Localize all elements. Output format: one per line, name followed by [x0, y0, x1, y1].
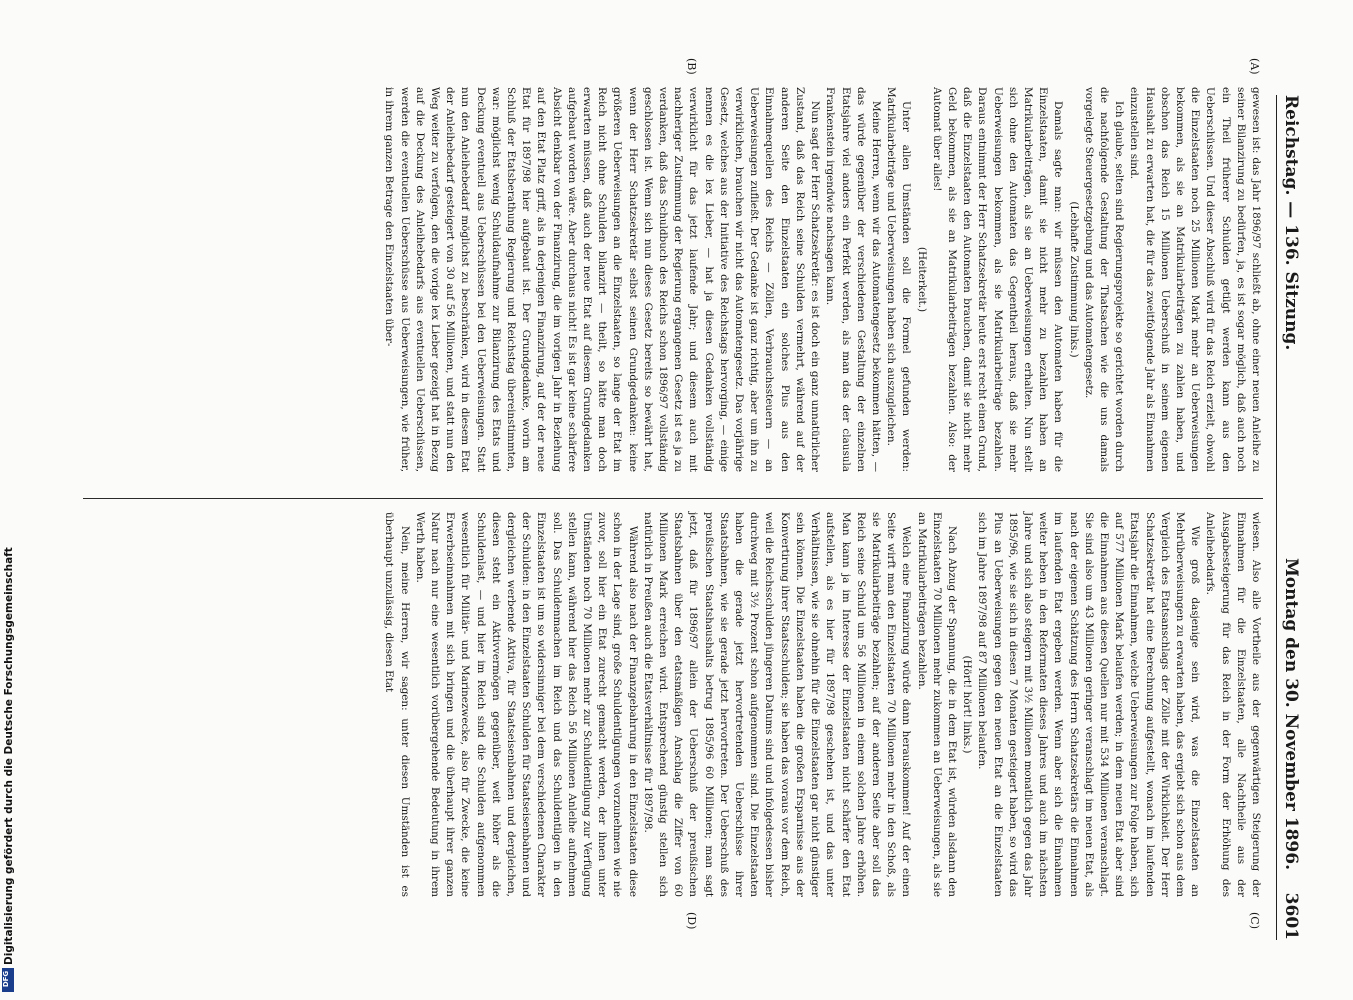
paragraph: (Hört! hört! links.) — [961, 655, 974, 754]
header-right-title: Montag den 30. November 1896. — [1281, 557, 1301, 870]
paragraph: Nun sagt der Herr Schatzsekretär: es ist doch ein ganz unnatürlicher Zustand, daß das Reich seine Schulden vermehrt, während auf der anderen Seite den Einzelstaaten ein solches Plus aus den Einnahmequellen des Reichs — Zöllen, Verbrauchssteuern — an Ueberweisungen zufließt. Der Gedanke ist ganz richtig, aber um ihn zu verwirklichen, brauchen wir nicht das Automatengesetz. Das vorjährige Gesetz, welches aus der Initiative des Reichstags hervorging, — einige nennen es die lex Lieber, — hat ja diesen Gedanken vollständig verwirklicht für das jetzt laufende Jahr; und diesem auch mit nachheriger Zustimmung der Regierung ergangenen Gesetz ist es ja zu verdanken, daß das Schuldbuch des Reichs schon 1896/97 vollständig geschlossen ist. Wenn sich nun dieses Gesetz bereits so bewährt hat, wenn der Herr Schatzsekretär selbst seinen Grundgedanken: keine größeren Ueberweisungen an die Einzelstaaten, so lange der Etat im Reich nicht ohne Schulden bilanzirt — theilt, so hätte man doch erwarten müssen, daß auch der neue Etat auf diesem Grundgedanken aufgebaut worden wäre. Aber durchaus nicht! Es ist gar keine schärfere Absicht denkbar von der Finanzirung, die im vorigen Jahr in Beziehung auf den Etat Platz griff, als in derjenigen Finanzirung, auf der der neue Etat für 1897/98 hier aufgebaut ist. Der Grundgedanke, worin am Schluß der Etatsberathung Regierung und Reichstag übereinstimmten, war: möglichst wenig Schuldaufnahme zur Bilanzirung des Etats und Deckung eventuell aus Ueberschüssen bei den Ueberweisungen. Statt nun den Anleihebedarf möglichst zu beschränken, wird in diesem Etat der Anleihebedarf gesteigert von 30 auf 56 Millionen, und statt nun den Weg weiter zu verfolgen, den die vorige lex Lieber gezeigt hat in Bezug auf die Deckung des Anleihebedarfs aus eventuellen Ueberschüssen, werden die eventuellen Ueberschüsse aus Ueberweisungen, wie früher, in ihrem ganzen Betrage den Einzelstaaten über- — [383, 87, 822, 472]
paragraph: Nach Abzug der Spannung, die in dem Etat ist, würden alsdann den Einzelstaaten 70 Millionen mehr zukommen an Ueberweisungen, als sie an Matrikularbeiträgen bezahlen. — [915, 512, 958, 897]
paragraph: wiesen. Also alle Vortheile aus der gegenwärtigen Steigerung der Einnahmen für die Einzelstaaten, alle Nachtheile aus der Ausgabesteigerung für das Reich in der Form der Erhöhung des Anleihebedarfs. — [1204, 512, 1262, 897]
paragraph: Nein, meine Herren, wir sagen: unter diesen Umständen ist es überhaupt unzulässig, diesen Etat — [383, 512, 411, 897]
dfg-logo — [2, 968, 14, 992]
margin-mark-b: (B) — [685, 58, 698, 75]
margin-mark-d: (D) — [685, 912, 698, 930]
paragraph: Wie groß dasjenige sein wird, was die Einzelstaaten an Mehrüberweisungen zu erwarten haben, das ergiebt sich schon aus dem Vergleich des Etatsanschlags der Zölle mit der Wirklichkeit. Der Herr Schatzsekretär hat eine Berechnung aufgestellt, wonach im laufenden Etatsjahr die Einnahmen, welche Ueberweisungen zur Folge haben, sich auf 577 Millionen Mark belaufen werden; in dem neuen Etat aber sind die Einnahmen aus diesen Quellen nur mit 534 Millionen veranschlagt. Sie sind also um 43 Millionen geringer veranschlagt im neuen Etat, als nach der eigenen Schätzung des Herrn Schatzsekretärs die Einnahmen im laufenden Etat ergeben werden. Wenn aber sich die Einnahmen weiter heben in den Reformaten dieses Jahres und auch im nächsten Jahre und sich also steigern mit 3½ Millionen monatlich gegen das Jahr 1895/96, wie sie sich in diesen 7 Monaten gesteigert haben, so wird das Plus an Ueberweisungen gegen den neuen Etat an die Einzelstaaten sich im Jahre 1897/98 auf 87 Millionen belaufen. — [976, 512, 1202, 897]
right-column — [381, 512, 1263, 897]
paragraph: Unter allen Umständen soll die Formel gefunden werden: Matrikularbeiträge und Ueberweisungen haben sich auszugleichen. — [885, 87, 913, 472]
paragraph: (Heiterkeit.) — [915, 246, 928, 313]
paragraph: Welch eine Finanzirung würde dann herauskommen! Auf der einen Seite wirft man den Einzelstaaten 70 Millionen mehr in den Schoß, als sie Matrikularbeiträge bezahlen; auf der anderen Seite aber soll das Reich seine Schuld um 56 Millionen in einem solchen Jahre erhöhen. Man kann ja im Interesse der Einzelstaaten nicht schärfer den Etat aufstellen, als es hier für 1897/98 geschehen ist, und das unter Verhältnissen, wie sie ohnehin für die Einzelstaaten gar nicht günstiger sein können. Die Einzelstaaten haben die großen Ersparnisse aus der Konvertirung ihrer Staatsschulden; sie haben das voraus vor dem Reich, weil die Reichsschulden jüngeren Datums sind und infolgedessen bisher durchweg mit 3½ Prozent schon aufgenommen sind. Die Einzelstaaten haben die gerade jetzt hervortretenden Ueberschüsse ihrer Staatsbahnen, wie sie gerade jetzt hervortreten. Der Ueberschuß des preußischen Staatshaushalts betrug 1895/96 60 Millionen; man sagt jetzt, daß für 1896/97 allein der Ueberschuß der preußischen Staatsbahnen über den etatsmäßigen Anschlag die Ziffer von 60 Millionen Mark erreichen wird. Entsprechend günstig stellen sich natürlich in Preußen auch die Etatsverhältnisse für 1897/98. — [641, 512, 913, 897]
margin-mark-c: (C) — [1248, 912, 1261, 929]
paragraph: Meine Herren, wenn wir das Automatengesetz bekommen hätten, — das würde gegenüber der verschiedenen Gestaltung der einzelnen Etatsjahre viel anders ein Perfekt werden, als man das der clausula Frankenstein irgendwie nachsagen kann. — [824, 87, 882, 472]
column-divider — [83, 498, 1263, 499]
digitization-note: Digitalisierung gefördert durch die Deutsche Forschungsgemeinschaft — [3, 547, 15, 965]
dfg-logo-text: DFG — [2, 970, 11, 988]
paragraph: Während also nach der Finanzgebahrung in den Einzelstaaten diese schon in der Lage sind, große Schuldentilgungen vorzunehmen wie nie zuvor, soll hier ein Etat zurecht gemacht werden, der ihnen unter Umständen noch 70 Millionen mehr zur Schuldentilgung zur Verfügung stellen kann, während hier das Reich 56 Millionen Anleihe aufnehmen soll. Das Schuldenmachen im Reich und das Schuldentilgen in den Einzelstaaten ist um so widersinniger bei dem verschiedenen Charakter der Schulden: in den Einzelstaaten Schulden für Staatseisenbahnen und dergleichen werbende Aktiva, für Staatseisenbahnen und dergleichen, diesen steht ein Aktivvermögen gegenüber, weit höher als die Schuldenlast, — und hier im Reich sind die Schulden aufgenommen wesentlich für Militär- und Marinezwecke, also für Zwecke, die keine Erwerbseinnahmen mit sich bringen und die überhaupt ihrer ganzen Natur nach nur eine wesentlich vorübergehende Bedeutung in ihrem Werth haben. — [413, 512, 639, 897]
left-column — [381, 87, 1263, 472]
paragraph: gewesen ist: das Jahr 1896/97 schließt ab, ohne einer neuen Anleihe zu seiner Bilanzirung zu bedürfen, ja, es ist sogar möglich, daß auch noch ein Theil früherer Schulden getilgt werden kann aus den Ueberschüssen. Und dieser Abschluß wird für das Reich erzielt, obwohl die Einzelstaaten noch 25 Millionen Mark mehr an Ueberweisungen bekommen, als sie an Matrikularbeiträgen zu zahlen haben, und obschon das Reich 15 Millionen Ueberschuß in seinem eigenen Haushalt zu erwarten hat, die für das zweitfolgende Jahr als Einnahmen einzustellen sind. — [1128, 87, 1262, 472]
page-number: 3601 — [1281, 892, 1301, 940]
page-header — [1276, 95, 1311, 940]
header-left-title: Reichstag. — 136. Sitzung. — [1281, 95, 1301, 351]
paragraph: Ich glaube, selten sind Regierungsprojekte so gerichtet worden durch die nachfolgende Gestaltung der Thatsachen wie die uns damals vorgelegte Steuergesetzgebung und das Automatengesetz. — [1082, 87, 1126, 472]
paragraph: (Lebhafte Zustimmung links.) — [1067, 201, 1080, 358]
margin-mark-a: (A) — [1248, 58, 1261, 75]
paragraph: Damals sagte man: wir müssen den Automaten haben für die Einzelstaaten, damit sie nicht mehr zu bezahlen haben an Matrikularbeiträgen, als sie an Ueberweisungen erhalten. Nun stellt sich ohne den Automaten das Gegentheil heraus, daß sie mehr Ueberweisungen bekommen, als sie Matrikularbeiträge bezahlen. Daraus entnimmt der Herr Schatzsekretär heute erst recht einen Grund, daß die Einzelstaaten den Automaten brauchen, damit sie nicht mehr Geld bekommen, als sie an Matrikularbeiträgen bezahlen. Also: der Automat über alles! — [930, 87, 1065, 472]
